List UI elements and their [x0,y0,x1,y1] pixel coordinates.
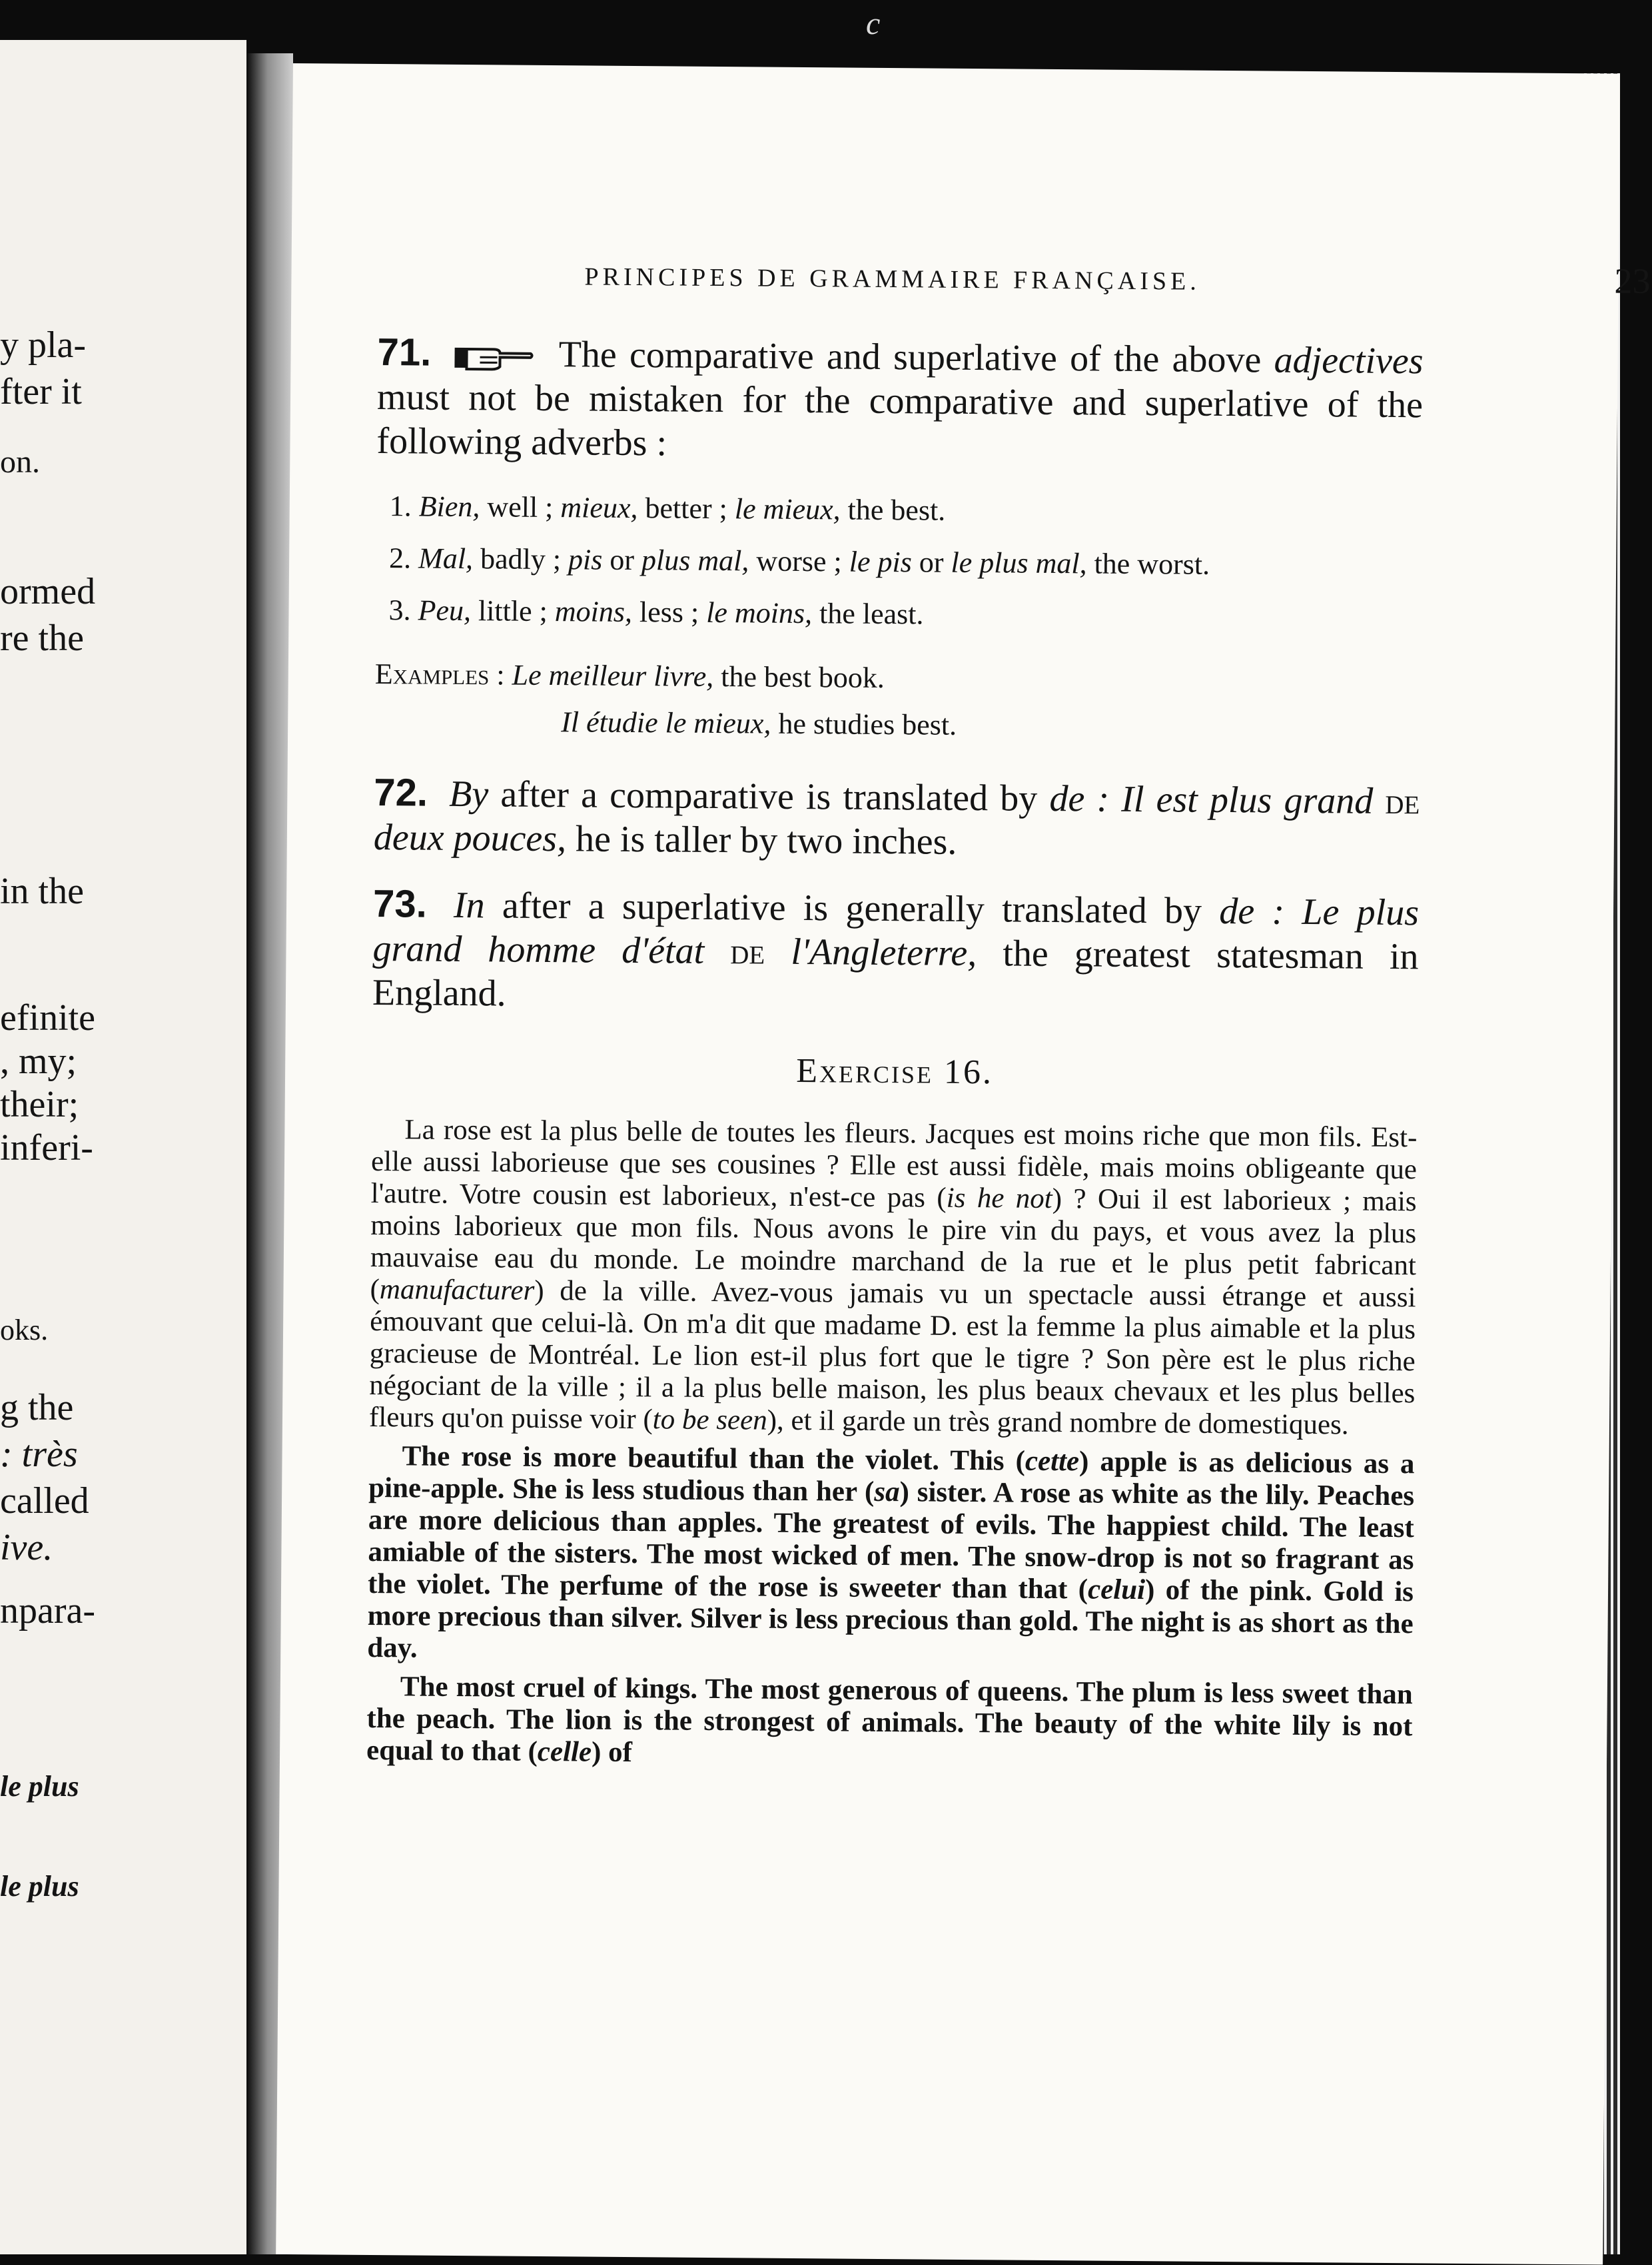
left-page-line: oks. [0,1316,48,1345]
french-term: le moins, [706,596,812,630]
para-text-smallcaps: de [1385,781,1420,822]
page-number: 23 [1614,260,1650,302]
english-example: the best book. [721,660,885,694]
exercise-title: Exercise 16. [372,1048,1418,1095]
french-term: pis [568,543,603,576]
paragraph-number: 71. [377,330,431,374]
exercise-text: The rose is more beautiful than the violet. This ( [402,1440,1025,1476]
left-page-line: npara- [0,1592,95,1629]
exercise-text: ) sister. A rose as white as the lily. Peaches are more delicious than apples. The greatest of evils. The happiest child. The least amiable of the sisters. The most wicked of men. The snow-drop is not so fragrant as the violet. The perfume of the rose is sweeter than that ( [368,1476,1414,1605]
paragraph-71 [376,330,1424,471]
gloss: manufacturer [380,1274,535,1306]
para-text: after a comparative is translated by [500,773,1037,819]
para-text-italic: By [449,773,489,815]
left-page-line: y pla- [0,326,86,364]
english-term: or [919,546,944,578]
left-page-line: re the [0,620,84,657]
list-item [388,590,1421,639]
exercise-english-paragraph [366,1671,1413,1775]
english-term: worse ; [756,544,842,578]
left-page-line: their; [0,1086,79,1123]
left-page-line: efinite [0,999,95,1037]
english-term: the least. [819,597,924,630]
para-text-italic: de : Le plus grand homme d'état [372,891,1419,972]
running-head: PRINCIPES DE GRAMMAIRE FRANÇAISE. [584,262,1200,296]
english-term: or [610,544,634,576]
left-page-line: : très [0,1436,78,1473]
para-text-italic: deux pouces, [374,817,567,859]
left-page-line: on. [0,446,40,478]
left-page-line: called [0,1482,89,1520]
english-term: less ; [639,596,699,629]
top-mark: c [866,5,880,42]
paragraph-number: 73. [373,882,427,926]
para-text-italic: de : Il est plus grand [1049,778,1373,822]
exercise-french-paragraph [369,1114,1418,1442]
exercise-text: ) ? Oui il est laborieux ; mais moins laborieux que mon fils. Nous avons le pire vin du pays, et vous avez la plus mauvaise eau du monde. Le moindre marchand de la rue et le plus petit fabricant ( [370,1183,1416,1305]
para-text: The comparative and superlative of the above [558,334,1261,380]
french-term: moins, [555,595,633,628]
gloss: is he not [947,1182,1052,1214]
para-text-italic: adjectives [1274,340,1423,382]
exercise-text: ) de la ville. Avez-vous jamais vu un spectacle aussi étrange et aussi émouvant que celui-là. On m'a dit que madame D. est la femme la plus aimable et la plus gracieuse de Montréal. Le lion est-il plus fort que le tigre ? Son père est le plus riche négociant de la ville ; il a la plus belle maison, les plus beaux chevaux et les plus belles fleurs qu'on puisse voir ( [369,1275,1416,1435]
exercise-text: ) of [592,1737,632,1768]
english-term: the best. [847,494,945,527]
english-example: he studies best. [778,707,957,741]
french-term: Mal, [418,542,473,576]
left-page-line: fter it [0,373,82,410]
list-item [390,486,1422,535]
paragraph-72 [374,771,1420,867]
item-number: 2. [389,542,411,574]
gloss: celui [1088,1574,1145,1605]
paragraph-number: 72. [374,771,428,815]
french-term: Peu, [418,594,471,627]
para-text: must not be mistaken for the comparative and superlative of the following adverbs : [376,376,1423,464]
para-text-smallcaps: de [730,931,765,972]
right-page [276,63,1620,2265]
gloss: cette [1025,1446,1080,1478]
english-term: well ; [487,490,553,524]
left-page-line: in the [0,873,84,910]
example-line [375,651,1422,705]
page-header [584,252,1650,302]
left-page-line: inferi- [0,1129,93,1166]
french-term: le pis [849,546,912,579]
para-text: he is taller by two inches. [576,818,957,862]
french-term: plus mal, [641,544,749,577]
french-example: Il étudie le mieux, [561,705,771,739]
example-line [374,697,1421,752]
french-term: mieux, [560,491,637,524]
exercise-english-paragraph [367,1440,1415,1672]
left-page-fragment [0,40,246,2254]
english-term: little ; [478,594,548,628]
para-text-italic: In [454,885,485,926]
gloss: sa [874,1476,900,1508]
exercise-text: La rose est la plus belle de toutes les fleurs. Jacques est moins riche que mon fils. Est-elle aussi laborieuse que ses cousines ? Elle est aussi fidèle, mais moins obligeante que l'autre. Votre cousin est laborieux, n'est-ce pas ( [370,1114,1417,1213]
english-term: badly ; [480,542,561,576]
gloss: to be seen [653,1404,767,1436]
pointing-hand-icon [453,342,533,372]
left-page-line: le plus [0,1872,79,1901]
item-number: 1. [390,490,412,522]
left-page-line: , my; [0,1043,77,1080]
para-text: after a superlative is generally translated by [502,885,1202,932]
adverb-list [375,486,1422,639]
paragraph-73 [372,882,1420,1023]
french-term: Bien, [419,490,480,524]
french-example: Le meilleur livre, [512,659,713,693]
page-content [366,330,1424,1781]
list-item [389,538,1422,587]
french-term: le mieux, [735,492,841,526]
exercise-text: The most cruel of kings. The most generous of queens. The plum is less sweet than the peach. The lion is the strongest of animals. The beauty of the white lily is not equal to that ( [366,1671,1413,1767]
exercise-text: ) apple is as delicious as a pine-apple. She is less studious than her ( [368,1446,1415,1508]
english-term: better ; [645,492,727,525]
examples-label: Examples : [375,658,505,691]
french-term: le plus mal, [951,546,1086,580]
left-page-line: g the [0,1389,73,1426]
left-page-line: le plus [0,1772,79,1801]
para-text-italic: l'Angleterre, [791,931,977,974]
left-page-line: ive. [0,1529,53,1566]
exercise-text: ) of the pink. Gold is more precious than silver. Silver is less precious than gold. The night is as short as the day. [367,1574,1414,1663]
english-term: the worst. [1094,547,1210,580]
item-number: 3. [388,594,410,626]
examples-block [374,651,1421,752]
gloss: celle [538,1736,592,1768]
left-page-line: ormed [0,573,95,610]
exercise-text: ), et il garde un très grand nombre de domestiques. [767,1405,1349,1441]
para-text: the greatest statesman in England. [372,933,1419,1014]
